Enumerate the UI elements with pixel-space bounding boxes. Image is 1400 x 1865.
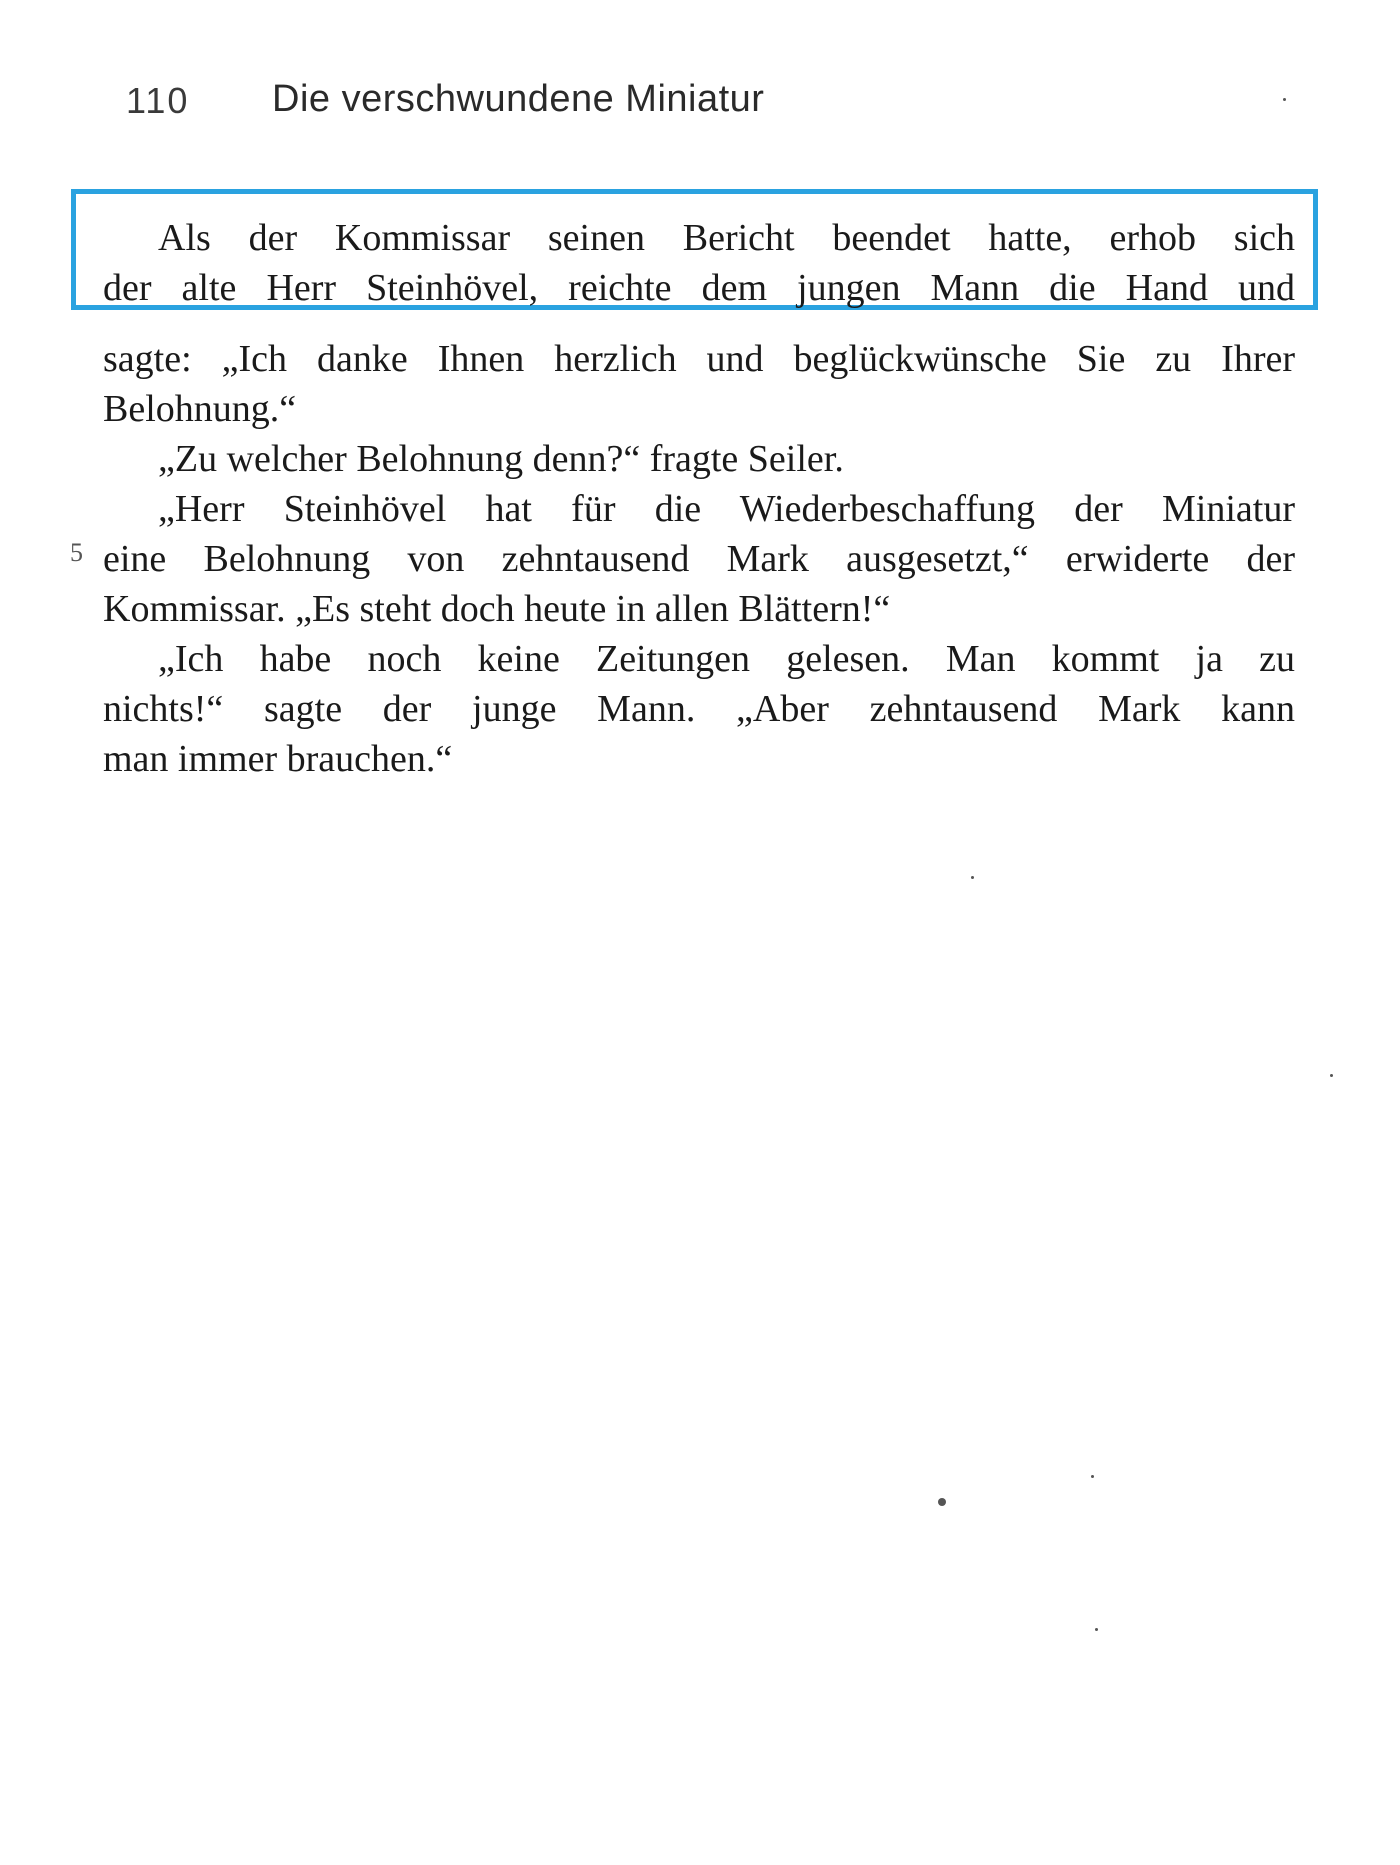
scan-speck	[1091, 1475, 1094, 1478]
text-line: sagte: „Ich danke Ihnen herzlich und beglückwünsche Sie zu Ihrer	[103, 338, 1295, 380]
scan-speck	[938, 1498, 946, 1506]
scan-speck	[1330, 1074, 1333, 1077]
text-line: man immer brauchen.“	[103, 738, 453, 780]
scan-speck	[1283, 98, 1286, 101]
page-number: 110	[126, 80, 190, 121]
body-text	[103, 334, 1295, 784]
text-line: Kommissar. „Es steht doch heute in allen Blättern!“	[103, 588, 891, 630]
running-title: Die verschwundene Miniatur	[272, 78, 765, 120]
text-line: „Ich habe noch keine Zeitungen gelesen. Man kommt ja zu	[158, 638, 1295, 680]
highlighted-paragraph	[103, 213, 1295, 313]
scan-speck	[971, 876, 974, 879]
text-line: „Herr Steinhövel hat für die Wiederbeschaffung der Miniatur	[158, 488, 1295, 530]
text-line: „Zu welcher Belohnung denn?“ fragte Seiler.	[158, 438, 844, 480]
line-number-marker: 5	[70, 538, 83, 567]
text-line: Belohnung.“	[103, 388, 297, 430]
text-line: Als der Kommissar seinen Bericht beendet hatte, erhob sich	[158, 217, 1295, 259]
scan-speck	[1095, 1628, 1098, 1631]
text-line: nichts!“ sagte der junge Mann. „Aber zehntausend Mark kann	[103, 688, 1295, 730]
text-line: der alte Herr Steinhövel, reichte dem jungen Mann die Hand und	[103, 267, 1295, 309]
text-line: eine Belohnung von zehntausend Mark ausgesetzt,“ erwiderte der	[103, 538, 1295, 580]
